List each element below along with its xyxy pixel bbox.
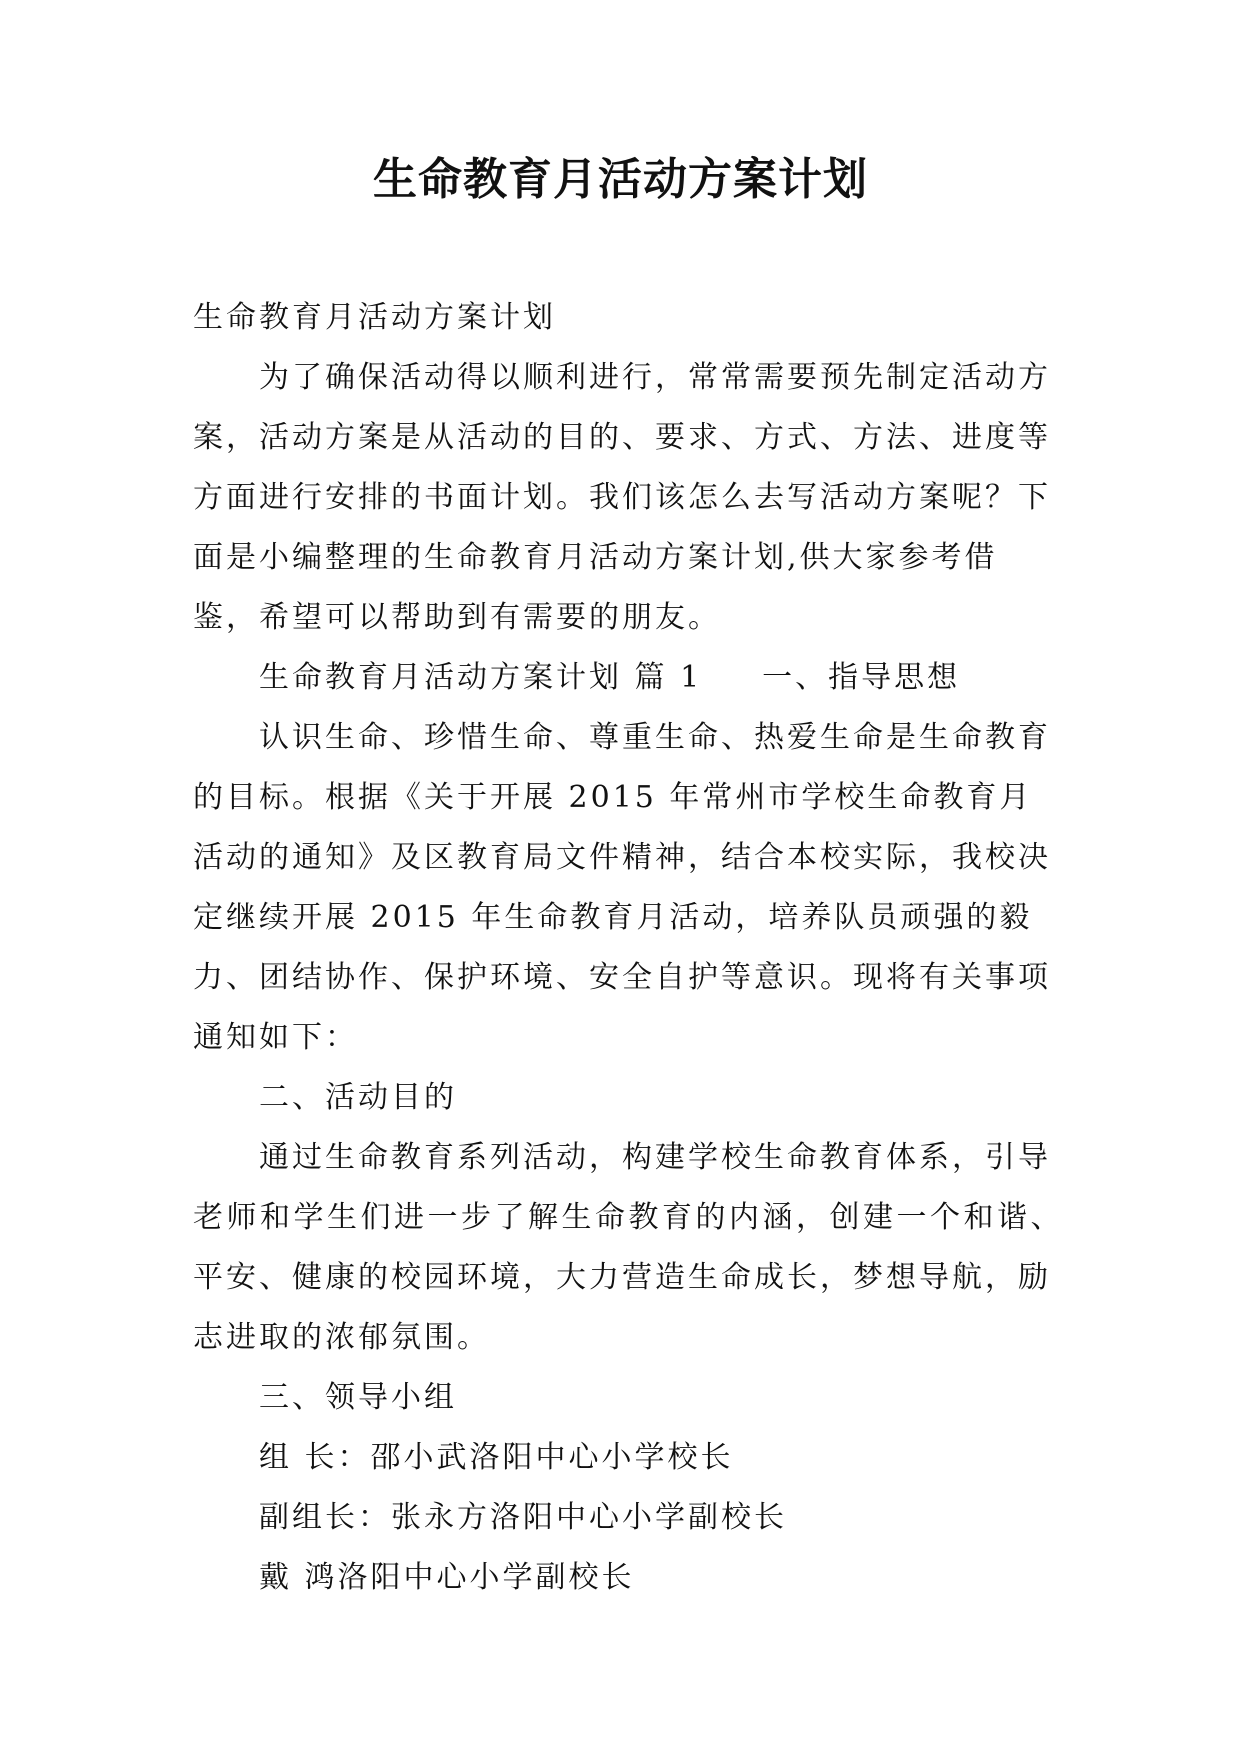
document-body [193,288,1064,1608]
section2-heading: 二、活动目的 [259,1080,457,1115]
document-subtitle: 生命教育月活动方案计划 [193,300,556,335]
section3-heading: 三、领导小组 [259,1380,457,1415]
section1-heading: 一、指导思想 [762,660,961,695]
part-heading-line [193,648,1053,708]
part-label: 生命教育月活动方案计划 篇 1 [259,660,703,695]
intro-paragraph: 为了确保活动得以顺利进行，常常需要预先制定活动方案，活动方案是从活动的目的、要求、方式、方法、进度等方面进行安排的书面计划。我们该怎么去写活动方案呢？下面是小编整理的生命教育月活动方案计划,供大家参考借鉴，希望可以帮助到有需要的朋友。 [193,360,1051,635]
section1-paragraph: 认识生命、珍惜生命、尊重生命、热爱生命是生命教育的目标。根据《关于开展 2015 年常州市学校生命教育月活动的通知》及区教育局文件精神，结合本校实际，我校决定继续开展 2015 年生命教育月活动，培养队员顽强的毅力、团结协作、保护环境、安全自护等意识。现将有关事项通知如下： [193,720,1051,1055]
deputy-line-1: 副组长：张永方洛阳中心小学副校长 [259,1500,787,1535]
deputy-line-2: 戴 鸿洛阳中心小学副校长 [259,1560,635,1595]
leader-line: 组 长：邵小武洛阳中心小学校长 [259,1440,734,1475]
section2-line-2: 老师和学生们进一步了解生命教育的内涵，创建一个和谐、 [193,1200,1064,1235]
section2-paragraph-rest: 平安、健康的校园环境，大力营造生命成长，梦想导航，励志进取的浓郁氛围。 [193,1260,1051,1355]
page-title: 生命教育月活动方案计划 [373,154,868,205]
section2-line-1: 通过生命教育系列活动，构建学校生命教育体系，引导 [259,1140,1051,1175]
